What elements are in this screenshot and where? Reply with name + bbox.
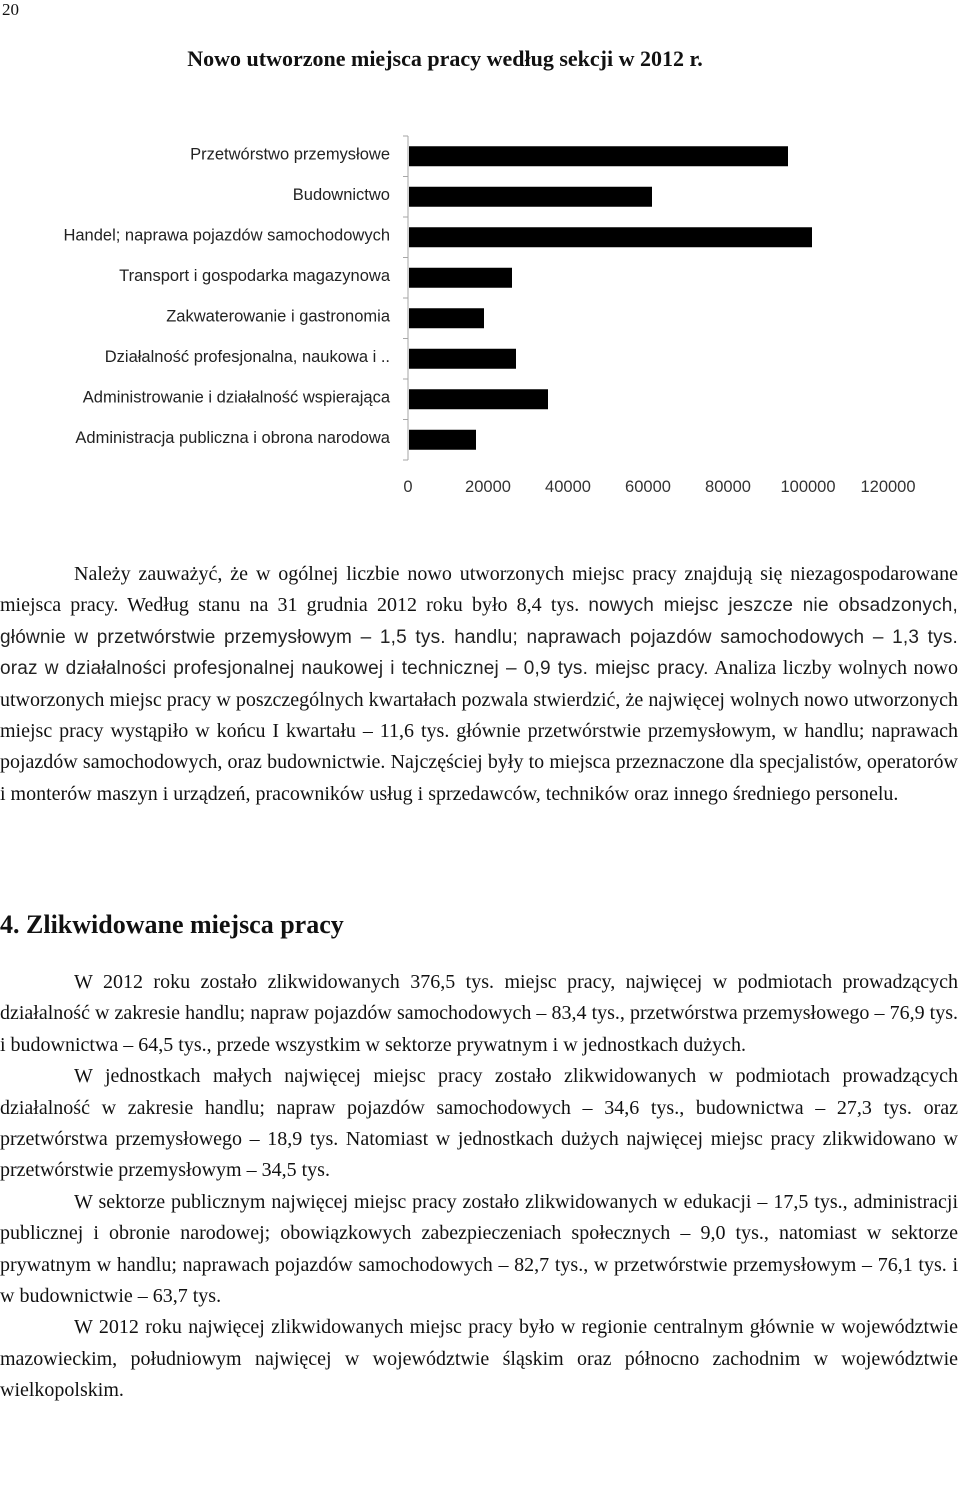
category-labels: [63, 146, 390, 448]
category-label: Administracja publiczna i obrona narodowa: [75, 429, 390, 448]
section-paragraph: W 2012 roku zostało zlikwidowanych 376,5 tys. miejsc pracy, najwięcej w podmiotach prowadzących działalność w zakresie handlu; napraw pojazdów samochodowych – 83,4 tys., przetwórstwa przemysłowego – 76,9 tys. i budownictwa – 64,5 tys., przede wszystkim w sektorze prywatnym i w jednostkach dużych.: [0, 971, 958, 1056]
category-label: Budownictwo: [292, 186, 390, 205]
bar: [409, 389, 548, 409]
category-label: Administrowanie i działalność wspierająca: [82, 388, 390, 407]
x-tick-label: 40000: [545, 478, 591, 496]
bar: [409, 187, 652, 207]
x-tick-label: 80000: [705, 478, 751, 496]
x-tick-label: 100000: [780, 478, 836, 496]
section-body: [0, 967, 958, 1407]
bar: [409, 349, 516, 369]
paragraph-serif-part: Należy zauważyć, że w ogólnej liczbie nowo utworzonych miejsc pracy znajdują się niezagospodarowane miejsca pracy. Według stanu na 31 grudnia 2012 roku było 8,4 tys.: [0, 563, 958, 617]
page-number: 20: [2, 0, 19, 19]
paragraph-sans-part: nowych miejsc jeszcze nie obsadzonych, głównie w przetwórstwie przemysłowym – 1,5 tys. handlu; naprawach pojazdów samochodowych – 1,3 tys. oraz w działalności profesjonalnej naukowej i technicznej – 0,9 tys. miejsc pracy.: [0, 595, 959, 680]
section-paragraph: W jednostkach małych najwięcej miejsc pracy zostało zlikwidowanych w podmiotach prowadzących działalność w zakresie handlu; napraw pojazdów samochodowych – 34,6 tys., budownictwa – 27,3 tys. oraz przetwórstwa przemysłowego – 18,9 tys. Natomiast w jednostkach dużych najwięcej miejsc pracy zlikwidowano w przetwórstwie przemysłowym – 34,5 tys.: [0, 1065, 958, 1182]
section-paragraph: W sektorze publicznym najwięcej miejsc pracy zostało zlikwidowanych w edukacji – 17,5 tys., administracji publicznej i obronie narodowej; obowiązkowych zabezpieczeniach społecznych – 9,0 tys., natomiast w sektorze prywatnym w handlu; naprawach pojazdów samochodowych – 82,7 tys., w przetwórstwie przemysłowym – 76,1 tys. i w budownictwie – 63,7 tys.: [0, 1190, 958, 1308]
section-heading: 4. Zlikwidowane miejsca pracy: [0, 910, 344, 939]
section-paragraph: W 2012 roku najwięcej zlikwidowanych miejsc pracy było w regionie centralnym głównie w województwie mazowieckim, południowym najwięcej w województwie śląskim oraz północno zachodnim w województwie wielkopolskim.: [0, 1316, 958, 1402]
bar: [409, 430, 476, 450]
x-tick-label: 60000: [625, 478, 671, 496]
bar: [409, 146, 788, 166]
unfilled-jobs-paragraph: [0, 559, 958, 810]
category-label: Handel; naprawa pojazdów samochodowych: [63, 226, 390, 245]
paragraph-unfilled-jobs: [0, 559, 958, 810]
paragraph-serif-part-2: Analiza liczby wolnych nowo utworzonych miejsc pracy w poszczególnych kwartałach pozwala stwierdzić, że najwięcej wolnych nowo utworzonych miejsc pracy wystąpiło w końcu I kwartału – 11,6 tys. głównie przetwórstwie przemysłowym, w handlu; naprawach pojazdów samochodowych, oraz budownictwie. Najczęściej były to miejsca przeznaczone dla specjalistów, operatorów i monterów maszyn i urządzeń, pracowników usług i sprzedawców, techników oraz innego średniego personelu.: [0, 657, 958, 805]
category-label: Transport i gospodarka magazynowa: [119, 267, 390, 286]
category-label: Przetwórstwo przemysłowe: [190, 145, 390, 164]
x-tick-label: 120000: [860, 478, 916, 496]
bar: [409, 227, 812, 247]
bar-chart: [0, 128, 960, 498]
x-tick-label: 20000: [465, 478, 511, 496]
category-label: Działalność profesjonalna, naukowa i ..: [104, 348, 390, 367]
chart-title: Nowo utworzone miejsca pracy według sekcji w 2012 r.: [187, 46, 703, 71]
bars: [409, 146, 812, 450]
bar: [409, 268, 512, 288]
x-tick-label: 0: [403, 478, 413, 496]
bar: [409, 308, 484, 328]
y-axis-ticks: [403, 136, 408, 460]
category-label: Zakwaterowanie i gastronomia: [166, 307, 390, 326]
x-tick-labels: [403, 478, 915, 496]
